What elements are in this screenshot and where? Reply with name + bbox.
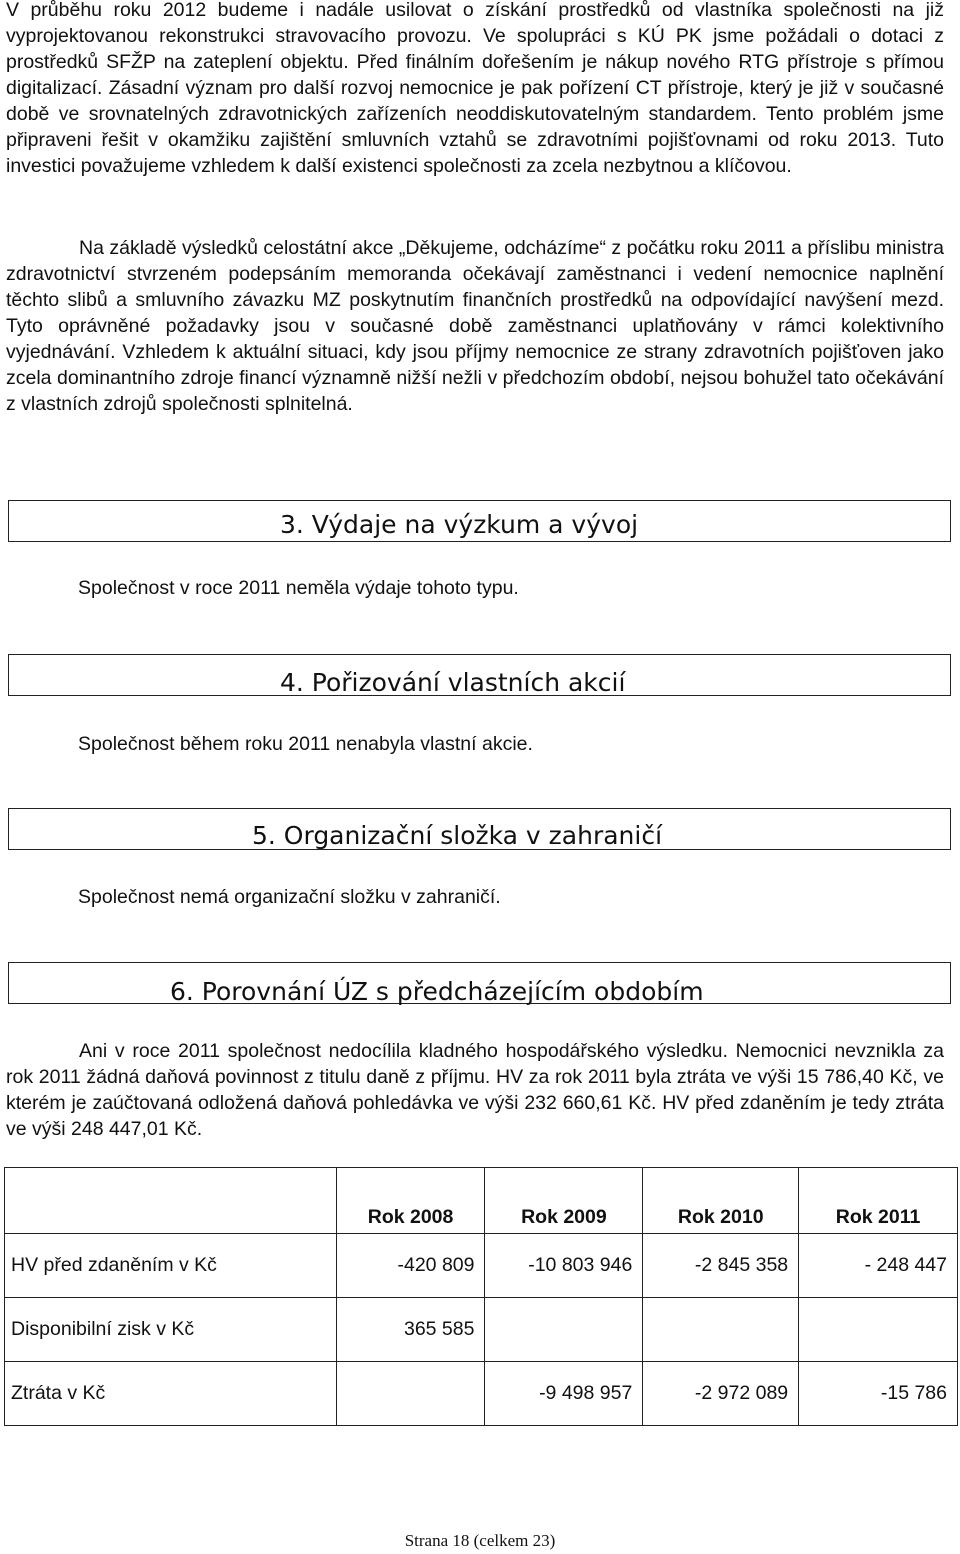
section-5-text: Společnost nemá organizační složku v zahraničí. [78,886,501,908]
section-3-heading: 3. Výdaje na výzkum a vývoj [280,510,639,539]
table-header-cell: Rok 2009 [485,1168,643,1234]
table-cell: - 248 447 [799,1234,958,1298]
table-header-cell: Rok 2010 [643,1168,799,1234]
table-cell: -10 803 946 [485,1234,643,1298]
table-cell [336,1362,485,1426]
section-6-text [6,1038,944,1142]
table-cell [799,1298,958,1362]
section-5-heading: 5. Organizační složka v zahraničí [252,821,663,850]
table-cell: -9 498 957 [485,1362,643,1426]
table-cell: 365 585 [336,1298,485,1362]
page-footer: Strana 18 (celkem 23) [404,1531,556,1550]
row-label: HV před zdaněním v Kč [5,1234,337,1298]
table-row [5,1298,958,1362]
section-6-text-body: Ani v roce 2011 společnost nedocílila kladného hospodářského výsledku. Nemocnici nevznikla za rok 2011 žádná daňová povinnost z titulu daně z příjmu. HV za rok 2011 byla ztráta ve výši 15 786,40 Kč, ve kterém je zaúčtovaná odložená daňová pohledávka ve výši 232 660,61 Kč. HV před zdaněním je tedy ztráta ve výši 248 447,01 Kč. [6,1040,944,1140]
section-3-text: Společnost v roce 2011 neměla výdaje tohoto typu. [78,577,519,599]
row-label: Disponibilní zisk v Kč [5,1298,337,1362]
table-cell: -2 972 089 [643,1362,799,1426]
table-cell: -15 786 [799,1362,958,1426]
paragraph-wages-text: Na základě výsledků celostátní akce „Děkujeme, odcházíme“ z počátku roku 2011 a příslibu ministra zdravotnictví stvrzeném podepsáním memoranda očekávají zaměstnanci i vedení nemocnice naplnění těchto slibů a smluvního závazku MZ poskytnutím finančních prostředků na odpovídající navýšení mezd. Tyto oprávněné požadavky jsou v současné době zaměstnanci uplatňovány v rámci kolektivního vyjednávání. Vzhledem k aktuální situaci, kdy jsou příjmy nemocnice ze strany zdravotních pojišťoven jako zcela dominantního zdroje financí významně nižší nežli v předchozím období, nejsou bohužel tato očekávání z vlastních zdrojů společnosti splnitelná. [6,237,944,415]
results-comparison-table [4,1167,958,1426]
table-cell: -420 809 [336,1234,485,1298]
section-6-heading: 6. Porovnání ÚZ s předcházejícím obdobím [170,977,704,1006]
table-header-cell: Rok 2011 [799,1168,958,1234]
row-label: Ztráta v Kč [5,1362,337,1426]
table-cell [643,1298,799,1362]
table-cell: -2 845 358 [643,1234,799,1298]
table-header-cell: Rok 2008 [336,1168,485,1234]
paragraph-investments: V průběhu roku 2012 budeme i nadále usilovat o získání prostředků od vlastníka společnosti na již vyprojektovanou rekonstrukci stravovacího provozu. Ve spolupráci s KÚ PK jsme požádali o dotaci z prostředků SFŽP na zateplení objektu. Před finálním dořešením je nákup nového RTG přístroje s přímou digitalizací. Zásadní význam pro další rozvoj nemocnice je pak pořízení CT přístroje, který je již v současné době ve srovnatelných zdravotnických zařízeních neoddiskutovatelným standardem. Tento problém jsme připraveni řešit v okamžiku zajištění smluvních vztahů se zdravotními pojišťovnami od roku 2013. Tuto investici považujeme vzhledem k další existenci společnosti za zcela nezbytnou a klíčovou. [6,0,944,177]
section-4-heading: 4. Pořizování vlastních akcií [280,668,626,697]
paragraph-wages [6,235,944,417]
table-header-row [5,1168,958,1234]
table-row [5,1234,958,1298]
table-cell [485,1298,643,1362]
table-row [5,1362,958,1426]
section-4-text: Společnost během roku 2011 nenabyla vlastní akcie. [78,733,533,755]
table-header-cell [5,1168,337,1234]
